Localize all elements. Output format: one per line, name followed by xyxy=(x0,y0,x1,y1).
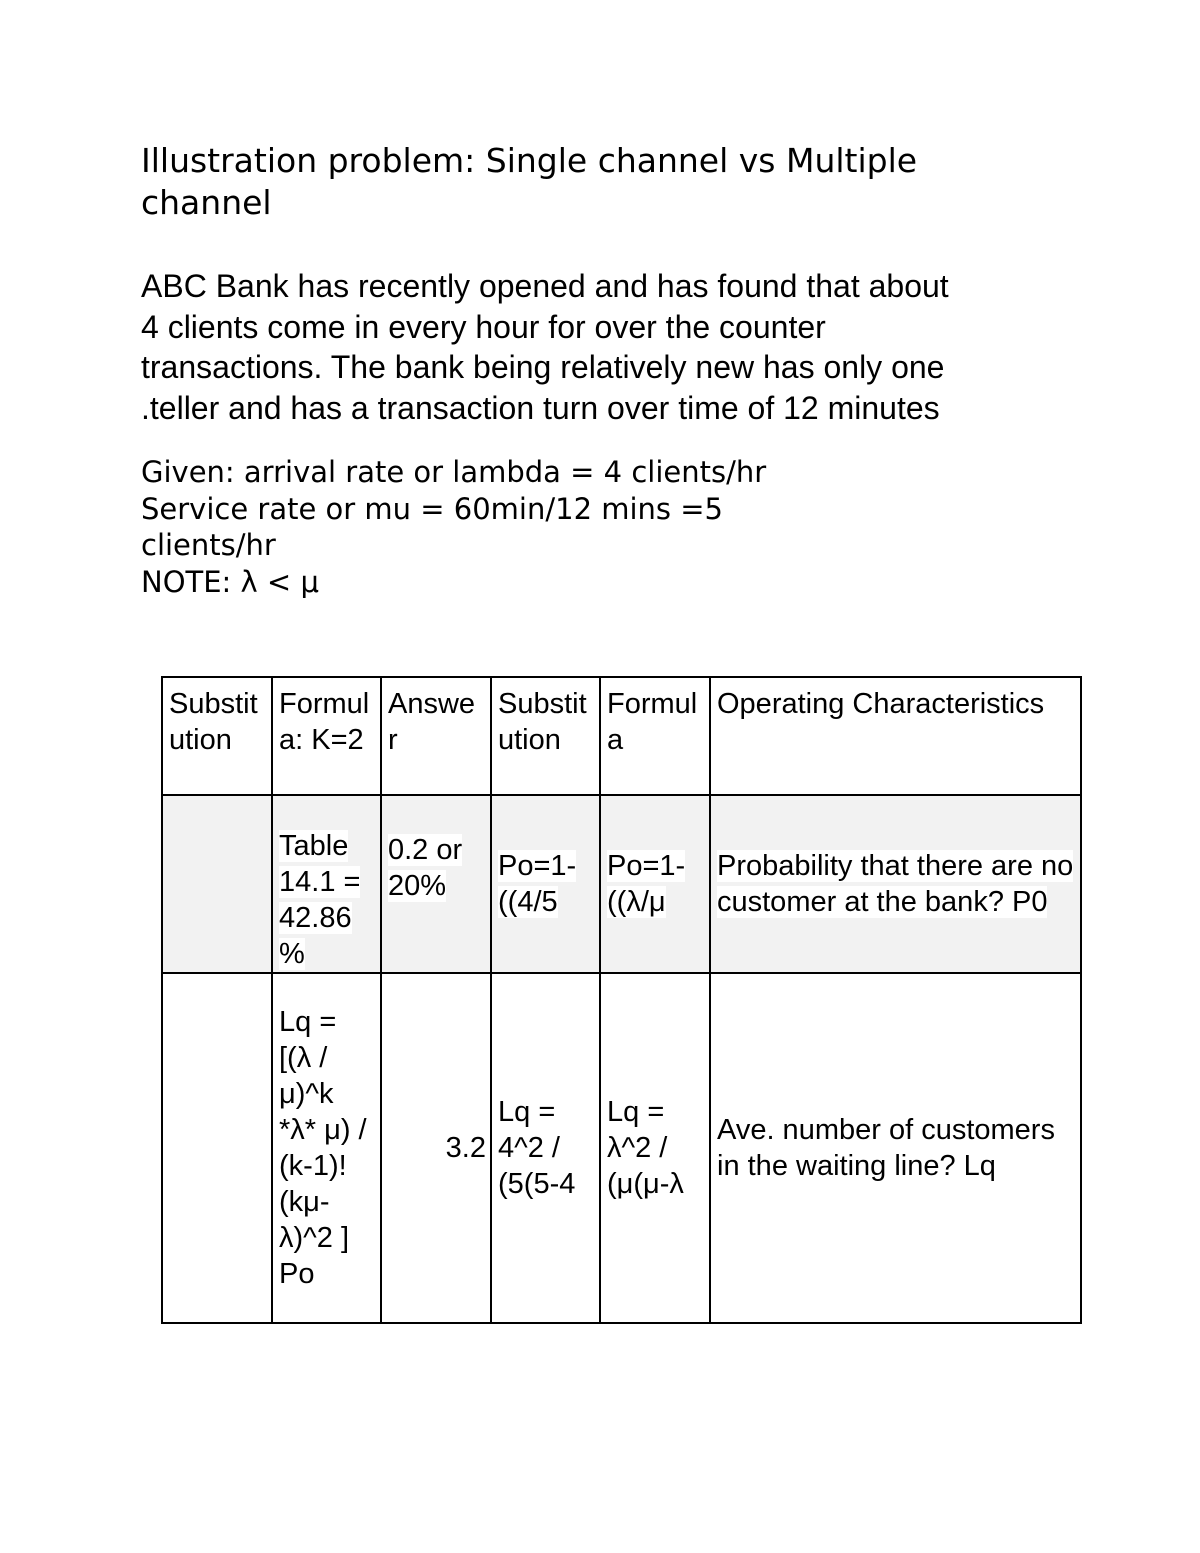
problem-line: transactions. The bank being relatively new has only one xyxy=(141,349,945,385)
cell-answer: 0.2 or 20% xyxy=(381,795,491,973)
cell-operating-characteristic: Probability that there are no customer at the bank? P0 xyxy=(710,795,1081,973)
given-line: Service rate or mu = 60min/12 mins =5 xyxy=(141,491,724,526)
header-formula-k2: Formula: K=2 xyxy=(272,677,381,795)
cell-formula-k2: Lq = [(λ / μ)^k *λ* μ) / (k-1)! (kμ-λ)^2 ] Po xyxy=(272,973,381,1323)
cell-formula: Lq = λ^2 / (μ(μ-λ xyxy=(600,973,710,1323)
table-row xyxy=(162,795,1081,973)
note-line: NOTE: λ < μ xyxy=(141,564,319,599)
operating-characteristics-table xyxy=(161,676,1082,1324)
header-operating-characteristics: Operating Characteristics xyxy=(710,677,1081,795)
problem-line: ABC Bank has recently opened and has found that about xyxy=(141,268,949,304)
header-answer: Answer xyxy=(381,677,491,795)
cell-formula: Po=1-((λ/μ xyxy=(600,795,710,973)
page-title: Illustration problem: Single channel vs Multiple channel xyxy=(141,141,918,222)
cell-substitution-k2 xyxy=(162,973,272,1323)
given-section xyxy=(141,454,1041,600)
problem-line: 4 clients come in every hour for over the counter xyxy=(141,308,826,345)
cell-substitution: Lq = 4^2 / (5(5-4 xyxy=(491,973,600,1323)
header-formula: Formula xyxy=(600,677,710,795)
given-line: Given: arrival rate or lambda = 4 clients/hr xyxy=(141,455,767,489)
table-header-row xyxy=(162,677,1081,795)
header-substitution: Substitution xyxy=(491,677,600,795)
cell-operating-characteristic: Ave. number of customers in the waiting line? Lq xyxy=(710,973,1081,1323)
cell-substitution-k2 xyxy=(162,795,272,973)
given-line: clients/hr xyxy=(141,528,276,562)
header-substitution-k2: Substitution xyxy=(162,677,272,795)
problem-statement xyxy=(141,266,1061,428)
problem-line: .teller and has a transaction turn over time of 12 minutes xyxy=(141,389,940,426)
cell-answer: 3.2 xyxy=(381,973,491,1323)
cell-substitution: Po=1-((4/5 xyxy=(491,795,600,973)
table-row xyxy=(162,973,1081,1323)
cell-formula-k2: Table 14.1 = 42.86% xyxy=(272,795,381,973)
